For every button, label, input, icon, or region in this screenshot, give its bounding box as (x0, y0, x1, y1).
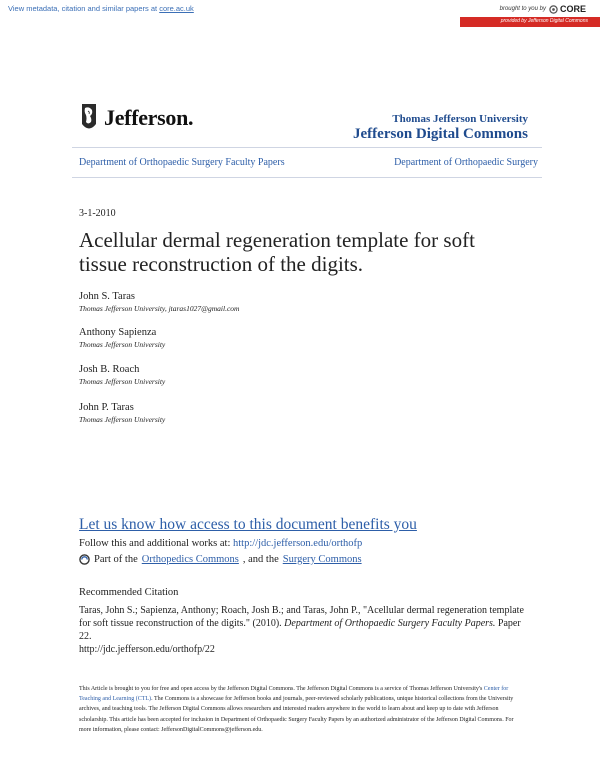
author-affiliation: Thomas Jefferson University (79, 415, 166, 424)
series-link[interactable]: Department of Orthopaedic Surgery Faculty Papers (79, 157, 285, 168)
author-name: Anthony Sapienza (79, 327, 157, 338)
core-banner (0, 0, 600, 28)
surgery-commons-link[interactable]: Surgery Commons (282, 554, 362, 565)
access-statement: This Article is brought to you for free and open access by the Jefferson Digital Commons. The Jefferson Digital Commons is a service of Thomas Jefferson University's Center for Teaching and Learning (CTL). The Commons is a showcase for Jefferson books and journals, peer-reviewed scholarly publications, unique historical collections from the University archives, and teaching tools. The Jefferson Digital Commons allows researchers and interested readers anywhere in the world to learn about and keep up to date with Jefferson scholarship. This article has been accepted for inclusion in Department of Orthopaedic Surgery Faculty Papers by an authorized administrator of the Jefferson Digital Commons. For more information, please contact: JeffersonDigitalCommons@jefferson.edu. (79, 686, 514, 733)
author-entry (79, 327, 165, 349)
ctl-link[interactable]: Center for Teaching and Learning (CTL) (79, 686, 509, 703)
author-name: John S. Taras (79, 291, 135, 302)
author-affiliation: Thomas Jefferson University (79, 340, 166, 349)
author-name: John P. Taras (79, 402, 134, 413)
follow-line: Follow this and additional works at: http://jdc.jefferson.edu/orthofp (79, 538, 363, 549)
author-entry (79, 402, 165, 424)
core-link[interactable]: core.ac.uk (159, 4, 194, 13)
recommended-citation-heading: Recommended Citation (79, 587, 179, 598)
core-icon (549, 5, 558, 14)
publication-date: 3-1-2010 (79, 208, 116, 219)
author-entry (79, 291, 239, 313)
core-metadata-text: View metadata, citation and similar papers at core.ac.uk (8, 4, 194, 13)
core-provided-strip: provided by Jefferson Digital Commons (460, 17, 600, 27)
repository-name[interactable]: Jefferson Digital Commons (353, 126, 528, 142)
core-brought-by: brought to you by CORE (499, 4, 586, 14)
collection-link[interactable]: http://jdc.jefferson.edu/orthofp (233, 538, 363, 549)
department-link[interactable]: Department of Orthopaedic Surgery (394, 157, 538, 168)
author-affiliation: Thomas Jefferson University (79, 377, 166, 386)
jefferson-emblem-icon (80, 102, 98, 134)
core-logo[interactable]: CORE (549, 4, 586, 14)
orthopedics-commons-link[interactable]: Orthopedics Commons (141, 554, 239, 565)
citation-text: Taras, John S.; Sapienza, Anthony; Roach, Josh B.; and Taras, John P., "Acellular dermal regeneration template for soft tissue reconstruction of the digits." (2010). Department of Orthopaedic Surgery Faculty Papers. Paper 22. http://jdc.jefferson.edu/orthofp/22 (79, 605, 524, 655)
nav-divider (72, 177, 542, 178)
header-divider (72, 147, 542, 148)
bepress-icon (79, 554, 90, 565)
benefit-feedback-link[interactable]: Let us know how access to this document benefits you (79, 516, 417, 533)
author-affiliation: Thomas Jefferson University, jtaras1027@gmail.com (79, 304, 240, 313)
citation-url[interactable]: http://jdc.jefferson.edu/orthofp/22 (79, 644, 215, 655)
repository-header (353, 113, 528, 143)
author-entry (79, 364, 165, 386)
citation-journal: Department of Orthopaedic Surgery Faculty Papers. (284, 618, 496, 629)
jefferson-logo-text: Jefferson. (104, 105, 194, 130)
paper-title: Acellular dermal regeneration template for soft tissue reconstruction of the digits. (79, 228, 475, 276)
author-name: Josh B. Roach (79, 364, 140, 375)
jefferson-logo[interactable] (80, 102, 193, 134)
university-name[interactable]: Thomas Jefferson University (392, 113, 528, 125)
part-of-line: Part of the Orthopedics Commons , and the Surgery Commons (79, 554, 362, 565)
